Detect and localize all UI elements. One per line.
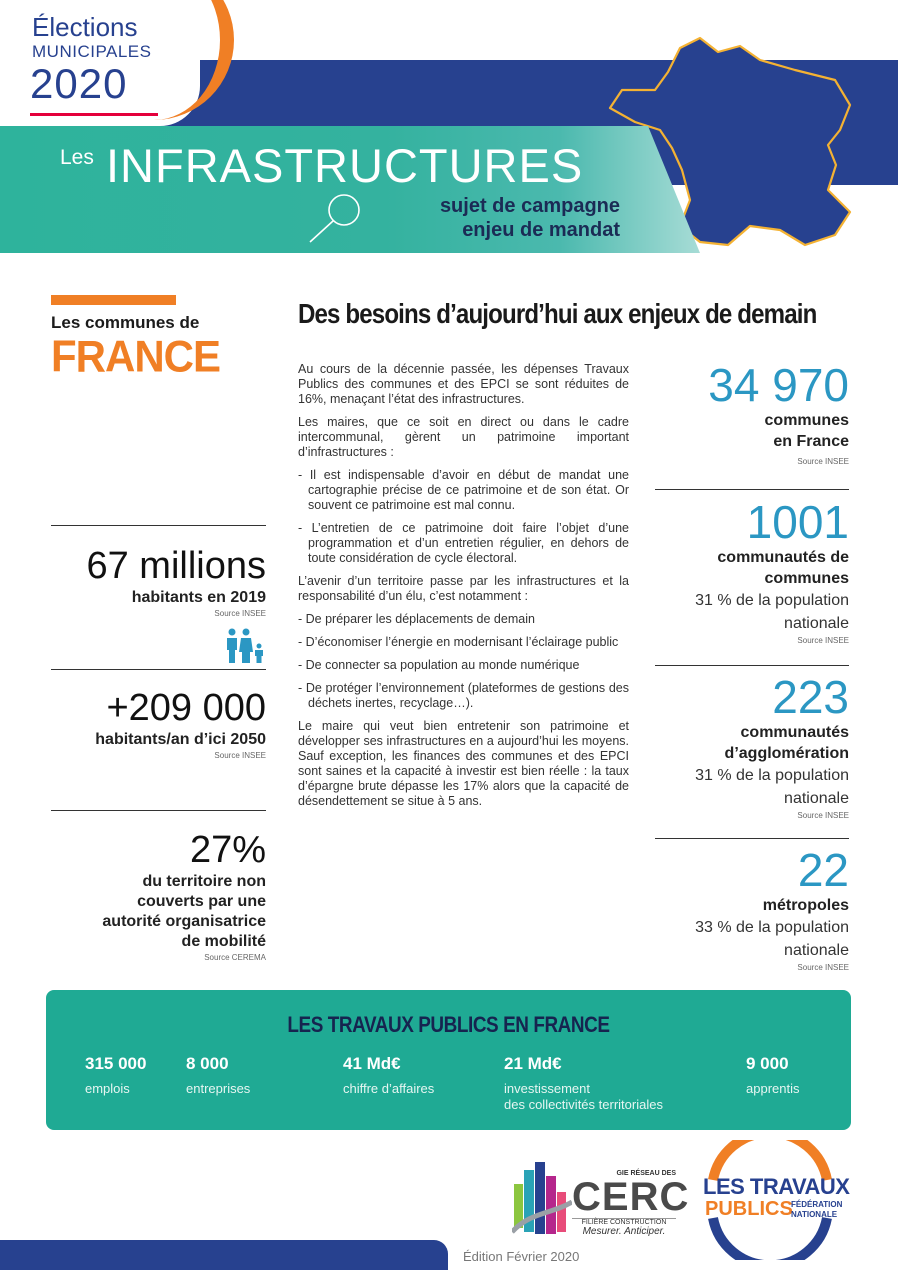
mobility-label-2: couverts par une — [137, 893, 266, 910]
ca-value: 223 — [772, 671, 849, 723]
tp-stat-value: 21 Md€ — [504, 1054, 562, 1073]
tp-stat-value: 9 000 — [746, 1054, 789, 1073]
growth-label: habitants/an d’ici 2050 — [95, 731, 266, 748]
tp-logo-line-3: FÉDÉRATION — [791, 1200, 843, 1209]
footer-blue-bar — [0, 1240, 448, 1270]
ca-stat — [655, 672, 849, 822]
communes-label-2: en France — [773, 433, 849, 450]
growth-stat — [30, 686, 266, 762]
paragraph: Au cours de la décennie passée, les dépenses Travaux Publics des communes et des EPCI se sont réduites de 16%, menaçant l’état des infrastructures. — [298, 362, 629, 406]
divider — [655, 489, 849, 490]
tp-stat-entreprises — [186, 1053, 250, 1097]
mobility-value: 27% — [189, 829, 266, 871]
communes-de-label: Les communes de — [51, 313, 200, 332]
cc-stat — [655, 497, 849, 647]
tp-stat-value: 8 000 — [186, 1054, 229, 1073]
communes-label-1: communes — [764, 412, 849, 429]
cerc-tagline: Mesurer. Anticiper. — [582, 1226, 666, 1237]
metropoles-source: Source INSEE — [797, 963, 849, 972]
tp-stat-label: emplois — [85, 1081, 130, 1096]
mobility-label-4: de mobilité — [181, 933, 266, 950]
divider — [655, 665, 849, 666]
tp-logo-line-1: LES TRAVAUX — [703, 1174, 850, 1199]
year-label: 2020 — [30, 60, 128, 107]
metropoles-label: métropoles — [762, 897, 849, 914]
ca-label-2: d’agglomération — [724, 745, 849, 762]
france-label: FRANCE — [51, 331, 220, 382]
cerc-logo-bars-icon — [512, 1162, 572, 1238]
cerc-top: GIE RÉSEAU DES — [616, 1170, 676, 1177]
divider — [51, 525, 266, 526]
bullet: - D’économiser l’énergie en modernisant l’éclairage public — [298, 635, 619, 649]
tp-box-title: LES TRAVAUX PUBLICS EN FRANCE — [287, 1012, 610, 1037]
edition-label: Édition Février 2020 — [463, 1249, 580, 1264]
ca-label-1: communautés — [740, 724, 849, 741]
year-underline — [30, 113, 158, 116]
body-text — [298, 362, 629, 817]
divider — [51, 669, 266, 670]
paragraph: Les maires, que ce soit en direct ou dans le cadre intercommunal, gèrent un patrimoine important d’infrastructures : — [298, 415, 629, 459]
communes-orange-bar — [51, 295, 176, 305]
tp-stat-emplois — [85, 1053, 146, 1097]
subtitle-line-1: sujet de campagne — [439, 195, 620, 217]
tp-logo-line-2: PUBLICS — [705, 1198, 793, 1220]
population-stat — [30, 544, 266, 620]
tp-stat-label: entreprises — [186, 1081, 251, 1096]
tp-stat-label: chiffre d’affaires — [343, 1081, 435, 1096]
tp-stat-ca — [343, 1053, 434, 1097]
cerc-name: CERC — [572, 1175, 690, 1219]
family-icon — [224, 628, 266, 664]
communes-stat — [655, 360, 849, 468]
ca-source: Source INSEE — [797, 811, 849, 820]
population-label: habitants en 2019 — [131, 589, 266, 606]
cc-source: Source INSEE — [797, 636, 849, 645]
paragraph: L’avenir d’un territoire passe par les infrastructures et la responsabilité d’un élu, c’est notamment : — [298, 574, 629, 603]
elections-label: Élections — [32, 12, 138, 42]
bullet: - De préparer les déplacements de demain — [298, 612, 535, 626]
metropoles-sub-1: 33 % de la population — [695, 919, 849, 936]
population-source: Source INSEE — [214, 609, 266, 618]
paragraph: Le maire qui veut bien entretenir son patrimoine et développer ses infrastructures en a aujourd’hui les moyens. Sauf exception, les finances des communes et des EPCI sont saines et la capacité à investir est bien réelle : la taux d’épargne brute dépasse les 17% alors que la capacité de désendettement se situe à 5 ans. — [298, 719, 629, 808]
ca-sub-1: 31 % de la population — [695, 767, 849, 784]
municipales-label: MUNICIPALES — [32, 42, 152, 61]
mobility-label-1: du territoire non — [142, 873, 266, 890]
mobility-stat — [30, 828, 266, 964]
tp-stat-label-2: des collectivités territoriales — [504, 1097, 663, 1112]
communes-source: Source INSEE — [797, 457, 849, 466]
cc-sub-1: 31 % de la population — [695, 592, 849, 609]
divider — [51, 810, 266, 811]
section-headline: Des besoins d’aujourd’hui aux enjeux de demain — [298, 298, 817, 329]
mobility-source: Source CEREMA — [204, 953, 266, 962]
tp-stat-apprentis — [746, 1053, 799, 1097]
tp-stat-value: 41 Md€ — [343, 1054, 401, 1073]
bullet: - De protéger l’environnement (plateformes de gestions des déchets inertes, recyclage…). — [298, 681, 629, 710]
subtitle — [330, 194, 620, 242]
ca-sub-2: nationale — [784, 790, 849, 807]
metropoles-sub-2: nationale — [784, 942, 849, 959]
bullet: - Il est indispensable d’avoir en début de mandat une cartographie précise de ce patrimoine et de son état. Or souvent ce patrimoine est mal connu. — [298, 468, 629, 512]
tp-logo-line-4: NATIONALE — [791, 1210, 838, 1219]
growth-source: Source INSEE — [214, 751, 266, 760]
cc-value: 1001 — [746, 496, 849, 548]
tp-stat-label: apprentis — [746, 1081, 800, 1096]
page-title: INFRASTRUCTURES — [106, 139, 584, 192]
travaux-publics-box — [46, 990, 851, 1130]
cerc-sub: FILIÈRE CONSTRUCTION — [572, 1218, 676, 1226]
tp-stat-investissement — [504, 1053, 663, 1113]
les-label: Les — [60, 146, 94, 169]
subtitle-line-2: enjeu de mandat — [462, 219, 620, 241]
growth-value: +209 000 — [106, 687, 266, 729]
bullet: - De connecter sa population au monde numérique — [298, 658, 580, 672]
bullet: - L’entretien de ce patrimoine doit faire l’objet d’une programmation et d’un entretien régulier, en dehors de toute considération de cycle électoral. — [298, 521, 629, 565]
cc-label-2: communes — [764, 570, 849, 587]
metropoles-value: 22 — [797, 844, 849, 896]
mobility-label-3: autorité organisatrice — [102, 913, 266, 930]
population-value: 67 millions — [86, 545, 266, 587]
tp-stat-value: 315 000 — [85, 1054, 147, 1073]
communes-value: 34 970 — [708, 359, 849, 411]
cerc-logo — [572, 1170, 689, 1237]
cc-label-1: communautés de — [717, 549, 849, 566]
metropoles-stat — [655, 845, 849, 974]
tp-stat-label: investissement — [504, 1081, 590, 1096]
cc-sub-2: nationale — [784, 615, 849, 632]
divider — [655, 838, 849, 839]
